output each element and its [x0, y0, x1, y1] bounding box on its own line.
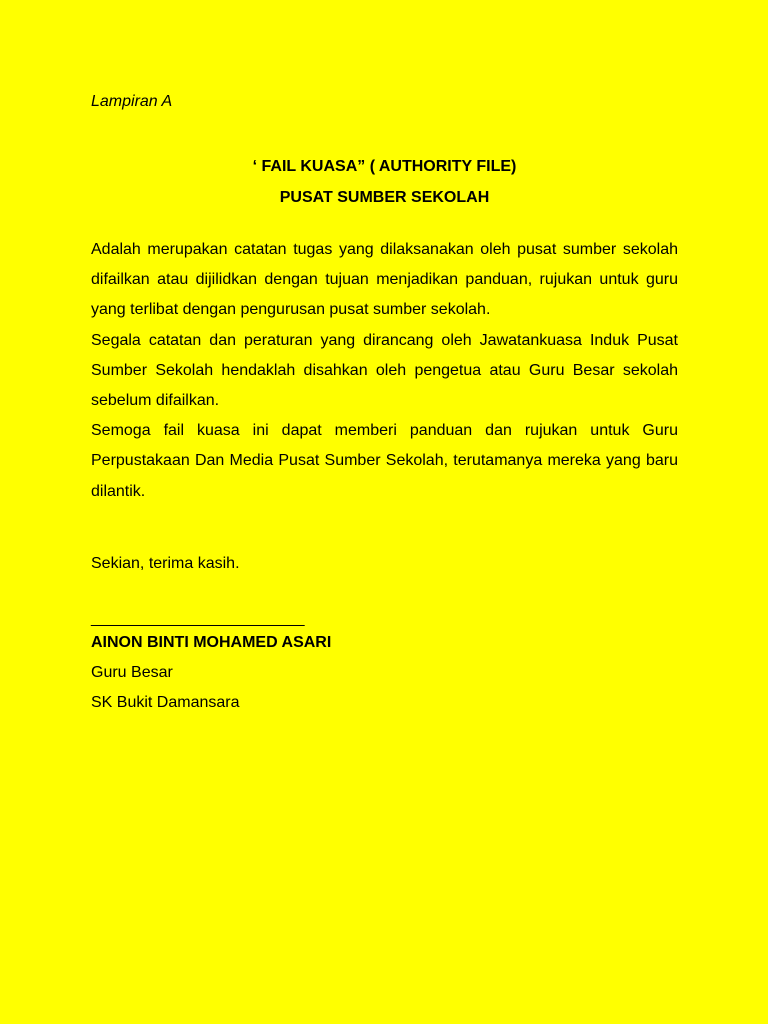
document-body — [91, 235, 678, 507]
signature-line: ________________________ — [91, 610, 305, 627]
paragraph-approval: Segala catatan dan peraturan yang dirancang oleh Jawatankuasa Induk Pusat Sumber Sekolah hendaklah disahkan oleh pengetua atau Guru Besar sekolah sebelum difailkan. — [91, 331, 678, 410]
signer-school: SK Bukit Damansara — [91, 694, 240, 711]
signer-name: AINON BINTI MOHAMED ASARI — [91, 634, 332, 651]
annex-label: Lampiran A — [91, 93, 173, 110]
closing-remark: Sekian, terima kasih. — [91, 555, 240, 572]
paragraph-purpose: Adalah merupakan catatan tugas yang dilaksanakan oleh pusat sumber sekolah difailkan atau dijilidkan dengan tujuan menjadikan panduan, rujukan untuk guru yang terlibat dengan pengurusan pusat sumber sekolah. — [91, 241, 678, 319]
document-title: ‘ FAIL KUASA” ( AUTHORITY FILE) — [252, 158, 517, 175]
document-subtitle: PUSAT SUMBER SEKOLAH — [279, 189, 490, 206]
signer-position: Guru Besar — [91, 664, 173, 681]
paragraph-hope: Semoga fail kuasa ini dapat memberi panduan dan rujukan untuk Guru Perpustakaan Dan Media Pusat Sumber Sekolah, terutamanya mereka yang baru dilantik. — [91, 422, 678, 500]
